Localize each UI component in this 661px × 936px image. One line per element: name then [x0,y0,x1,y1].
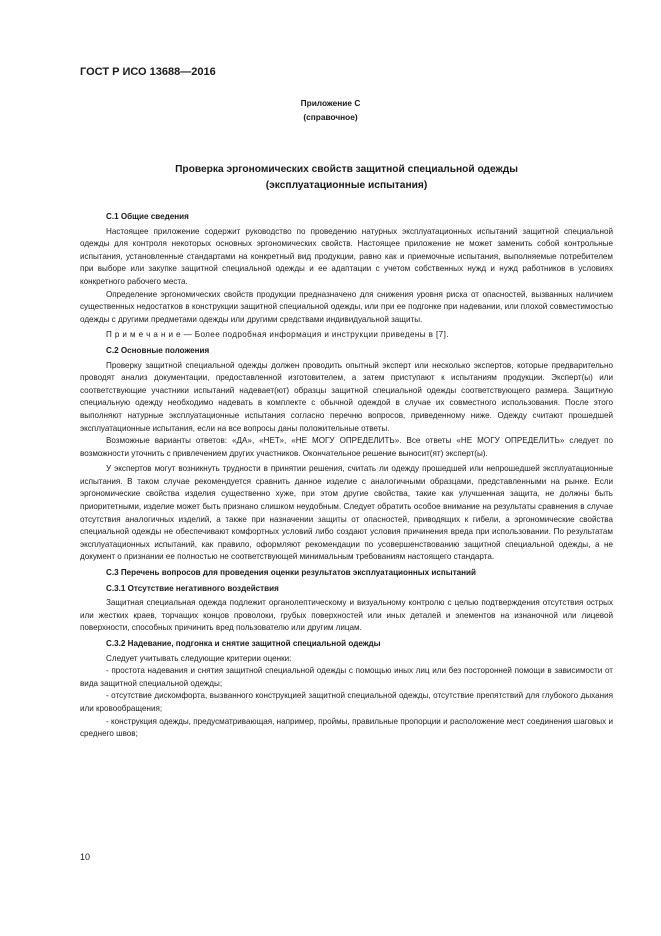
section-c1-note: П р и м е ч а н и е — Более подробная информация и инструкции приведены в [7]. [106,330,449,340]
section-c32-heading: С.3.2 Надевание, подгонка и снятие защитной специальной одежды [106,639,381,648]
section-c1-paragraph-1: Настоящее приложение содержит руководство по проведению натурных эксплуатационных испытаний защитной специальной одежды для контроля некоторых основных эргономических свойств. Настоящее приложение не может заменить собой контрольные испытания, установленные стандартами на конкретный вид продукции, равно как и приемочные испытания, выполняемые потребителем при выборе или закупке защитной специальной одежды и ее адаптации с учетом собственных нужд и нужд работников в условиях конкретного рабочего места. [80,226,613,286]
page-number: 10 [80,852,91,862]
list-item: - конструкция одежды, предусматривающая, например, проймы, правильные пропорции и расположение мест соединения шаговых и среднего швов; [80,716,613,739]
section-c1-heading: С.1 Общие сведения [106,212,189,221]
document-title-line1: Проверка эргономических свойств защитной специальной одежды [175,164,518,175]
standard-header: ГОСТ Р ИСО 13688—2016 [80,66,216,78]
section-c3-heading: С.3 Перечень вопросов для проведения оценки результатов эксплуатационных испытаний [106,568,477,578]
section-c1-paragraph-2: Определение эргономических свойств продукции предназначено для снижения уровня риска от опасностей, вызванных наличием существенных недостатков в конструкции защитной специальной одежды, или при ее подгонке при надевании, или плохой совместимостью одежды с другими предметами одежды или другими средствами индивидуальной защиты. [80,289,613,324]
section-c2-paragraph-2: Возможные варианты ответов: «ДА», «НЕТ», «НЕ МОГУ ОПРЕДЕЛИТЬ». Все ответы «НЕ МОГУ ОПРЕДЕЛИТЬ» следует по возможности уточнить с привлечением других участников. Окончательное решение выносит(ят) эксперт(ы). [80,436,613,458]
list-item: - отсутствие дискомфорта, вызванного конструкцией защитной специальной одежды, отсутствие препятствий для глубокого дыхания или кровообращения; [80,691,613,713]
annex-subtitle: (справочное) [303,112,358,122]
section-c31-paragraph-1: Защитная специальная одежда подлежит органолептическому и визуальному контролю с целью подтверждения отсутствия острых или жестких краев, торчащих концов проволоки, грубых поверхностей или иных деталей и элементов на изнаночной или лицевой поверхности, способных причинить вред пользователю или другим лицам. [80,598,613,633]
document-title [80,162,613,194]
document-title-line2: (эксплуатационные испытания) [265,180,428,191]
list-item: - простота надевания и снятия защитной специальной одежды с помощью иных лиц или без посторонней помощи в зависимости от вида защитной специальной одежды; [80,666,613,688]
section-c2-heading: С.2 Основные положения [106,345,210,355]
document-body [80,208,613,741]
section-c31-heading: С.3.1 Отсутствие негативного воздействия [106,583,279,593]
section-c2-paragraph-3: У экспертов могут возникнуть трудности в принятии решения, считать ли одежду прошедшей или непрошедшей эксплуатационные испытания. В таком случае рекомендуется сравнить данное изделие с аналогичными образцами, представленными на рынке. Если эргономические свойства изделия существенно хуже, при этом другие свойства, такие как улучшенная защита, не должны быть приоритетными, изделие может быть признано слишком неудобным. Следует обратить особое внимание на результаты сравнения в случае отсутствия аналогичных изделий, а также при назначении защиты от опасностей, приводящих к гибели, а эргономические свойства специальной одежды не обеспечивают комфортных условий либо создают условия причинения вреда при использовании. По результатам эксплуатационных испытаний, как правило, оформляют рекомендации по усовершенствованию защитной специальной одежды, а не документ о признании ее полностью не соответствующей минимальным требованиям настоящего стандарта. [80,464,613,562]
annex-title: Приложение С [300,98,361,108]
section-c32-intro: Следует учитывать следующие критерии оценки: [106,653,292,663]
annex-heading [0,96,661,124]
section-c2-paragraph-1: Проверку защитной специальной одежды должен проводить опытный эксперт или несколько экспертов, которые предварительно проводят анализ документации, предоставленной изготовителем, а затем приступают к испытаниям продукции. Эксперт(ы) или соответствующие участники испытаний надевает(ют) образцы защитной специальной одежды соответствующего размера. Защитную специальную одежду необходимо надевать в комплекте с обычной одеждой в случае их совместного использования. После этого выполняют натурные эксплуатационные испытания согласно перечню вопросов, приведенному ниже. Одежду считают прошедшей эксплуатационные испытания, если на все вопросы даны положительные ответы. [80,360,613,433]
